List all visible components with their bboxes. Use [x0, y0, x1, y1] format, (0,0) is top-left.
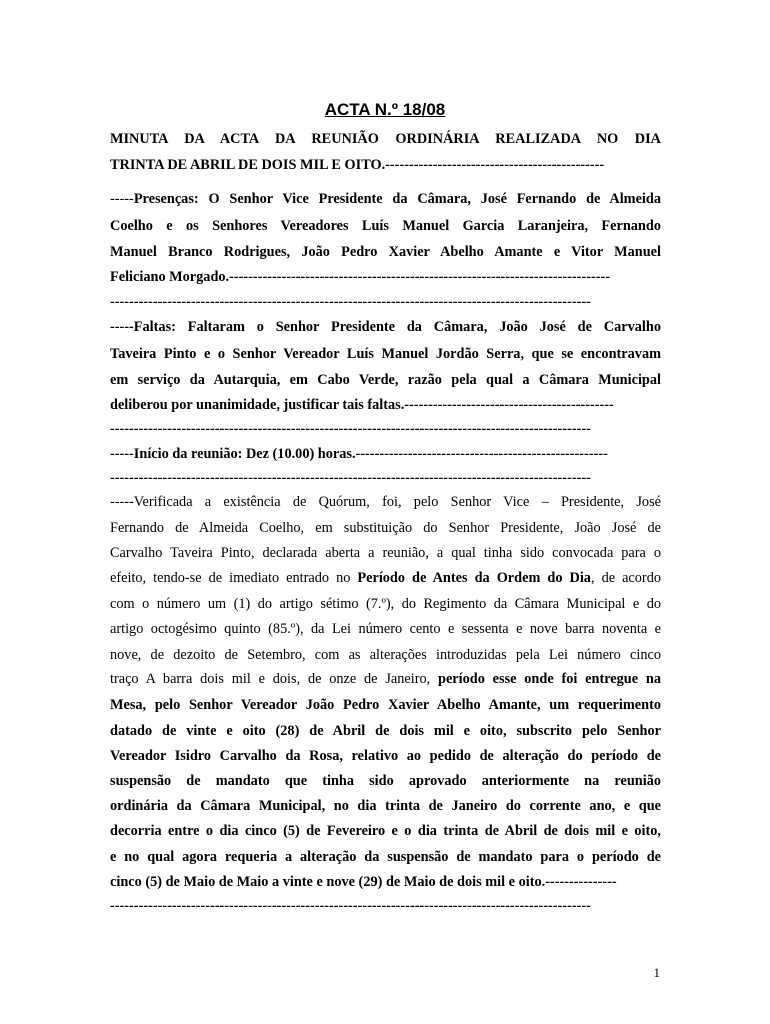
separator-line: -----------------------------------------------------------------------------------------------------: [110, 898, 591, 914]
presencas-line-4: Feliciano Morgado.--------------------------------------------------------------------------------: [110, 269, 610, 285]
body-line-traco: [110, 670, 661, 688]
heading-line-1: MINUTA DA ACTA DA REUNIÃO ORDINÁRIA REALIZADA NO DIA: [110, 131, 661, 147]
bold-line-1: Mesa, pelo Senhor Vereador João Pedro Xavier Abelho Amante, um requerimento: [110, 697, 661, 713]
body-line-3: Carvalho Taveira Pinto, declarada aberta a reunião, a qual tinha sido convocada para o: [110, 545, 661, 561]
efeito-pre: efeito, tendo-se de imediato entrado no: [110, 570, 358, 586]
presencas-line-2: Coelho e os Senhores Vereadores Luís Manuel Garcia Laranjeira, Fernando: [110, 218, 661, 234]
faltas-line-1: -----Faltas: Faltaram o Senhor Presidente da Câmara, João José de Carvalho: [110, 319, 661, 335]
presencas-label: Presenças: [133, 191, 194, 207]
separator-line: -----------------------------------------------------------------------------------------------------: [110, 294, 591, 310]
body-line-5: com o número um (1) do artigo sétimo (7.º), do Regimento da Câmara Municipal e do: [110, 596, 661, 612]
presencas-dashes: -----: [110, 191, 134, 207]
faltas-line-2: Taveira Pinto e o Senhor Vereador Luís Manuel Jordão Serra, que se encontravam: [110, 346, 661, 362]
periodo-antes-ordem-dia: Período de Antes da Ordem do Dia: [357, 570, 591, 586]
bold-line-5: ordinária da Câmara Municipal, no dia trinta de Janeiro do corrente ano, e que: [110, 798, 661, 814]
traco-bold: período esse onde foi entregue na: [438, 671, 661, 687]
traco-pre: traço A barra dois mil e dois, de onze de Janeiro,: [110, 671, 438, 687]
body-line-efeito: [110, 569, 661, 587]
bold-line-7: e no qual agora requeria a alteração da suspensão de mandato para o período de: [110, 849, 661, 865]
bold-line-4: suspensão de mandato que tinha sido aprovado anteriormente na reunião: [110, 773, 661, 789]
efeito-post: , de acordo: [590, 570, 661, 586]
heading-line-2: TRINTA DE ABRIL DE DOIS MIL E OITO.----------------------------------------------: [110, 157, 605, 173]
presencas-line-1-rest: : O Senhor Vice Presidente da Câmara, José Fernando de Almeida: [193, 191, 661, 207]
title-text: ACTA N.º 18/08: [324, 100, 446, 119]
separator-line: -----------------------------------------------------------------------------------------------------: [110, 470, 591, 486]
separator-line: -----------------------------------------------------------------------------------------------------: [110, 421, 591, 437]
body-line-6: artigo octogésimo quinto (85.º), da Lei número cento e sessenta e nove barra noventa e: [110, 621, 661, 637]
body-line-2: Fernando de Almeida Coelho, em substituição do Senhor Presidente, João José de: [110, 520, 661, 536]
body-line-7: nove, de dezoito de Setembro, com as alterações introduzidas pela Lei número cinco: [110, 647, 661, 663]
body-line-1: -----Verificada a existência de Quórum, foi, pelo Senhor Vice – Presidente, José: [110, 494, 661, 510]
faltas-line-3: em serviço da Autarquia, em Cabo Verde, razão pela qual a Câmara Municipal: [110, 372, 661, 388]
bold-line-2: datado de vinte e oito (28) de Abril de dois mil e oito, subscrito pelo Senhor: [110, 723, 661, 739]
presencas-line-1: [110, 190, 661, 208]
bold-line-3: Vereador Isidro Carvalho da Rosa, relativo ao pedido de alteração do período de: [110, 748, 661, 764]
page-number: 1: [653, 965, 660, 980]
faltas-line-4: deliberou por unanimidade, justificar tais faltas.--------------------------------------------: [110, 397, 614, 413]
presencas-line-3: Manuel Branco Rodrigues, João Pedro Xavier Abelho Amante e Vitor Manuel: [110, 244, 661, 260]
bold-line-6: decorria entre o dia cinco (5) de Fevereiro e o dia trinta de Abril de dois mil e oito,: [110, 823, 661, 839]
inicio-reuniao: -----Início da reunião: Dez (10.00) horas.-----------------------------------------------------: [110, 446, 608, 462]
bold-line-8: cinco (5) de Maio de Maio a vinte e nove (29) de Maio de dois mil e oito.---------------: [110, 874, 617, 890]
document-title: [0, 100, 770, 120]
